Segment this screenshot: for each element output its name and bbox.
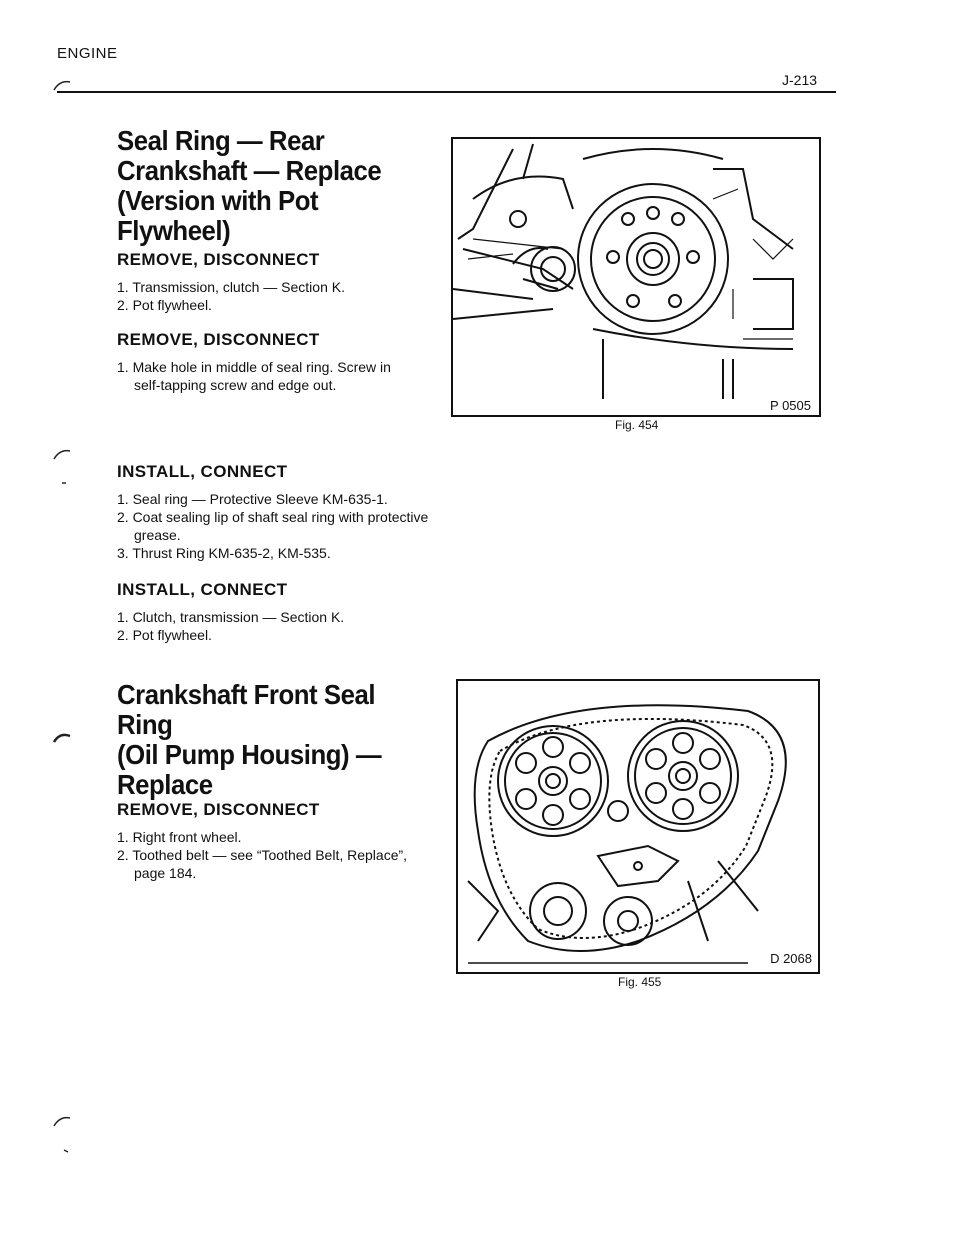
figure-rear-seal-illustration bbox=[451, 137, 821, 417]
figure-code: P 0505 bbox=[770, 398, 811, 413]
binder-mark bbox=[52, 730, 72, 744]
list-item: 1. Right front wheel. bbox=[117, 829, 242, 845]
running-header-section: ENGINE bbox=[57, 45, 118, 62]
page-number: J-213 bbox=[782, 72, 818, 88]
header-rule bbox=[57, 91, 836, 93]
install-heading: INSTALL, CONNECT bbox=[117, 462, 288, 481]
install-list bbox=[117, 608, 427, 644]
crankshaft-flywheel-drawing bbox=[453, 139, 819, 415]
remove-heading: REMOVE, DISCONNECT bbox=[117, 250, 320, 269]
title-line: Flywheel) bbox=[117, 215, 231, 246]
binder-mark bbox=[52, 447, 72, 487]
title-line: (Oil Pump Housing) — bbox=[117, 739, 382, 770]
title-line: Crankshaft Front Seal bbox=[117, 679, 376, 710]
remove-heading: REMOVE, DISCONNECT bbox=[117, 330, 320, 349]
title-line: (Version with Pot bbox=[117, 185, 319, 216]
section-title-front-seal bbox=[117, 680, 411, 800]
list-item: 1. Seal ring — Protective Sleeve KM-635-1. bbox=[117, 491, 388, 507]
list-item: 1. Transmission, clutch — Section K. bbox=[117, 279, 345, 295]
list-item: 3. Thrust Ring KM-635-2, KM-535. bbox=[117, 545, 331, 561]
binder-mark bbox=[52, 1114, 76, 1158]
list-item: 2. Pot flywheel. bbox=[117, 627, 212, 643]
install-heading: INSTALL, CONNECT bbox=[117, 580, 288, 599]
title-line: Seal Ring — Rear bbox=[117, 125, 325, 156]
list-item: 2. Toothed belt — see “Toothed Belt, Replace”, page 184. bbox=[117, 847, 408, 881]
list-item: 1. Clutch, transmission — Section K. bbox=[117, 609, 345, 625]
list-item: 2. Pot flywheel. bbox=[117, 297, 212, 313]
title-line: Ring bbox=[117, 709, 173, 740]
section-title-rear-seal bbox=[117, 126, 393, 246]
figure-caption: Fig. 455 bbox=[618, 975, 662, 989]
remove-list bbox=[117, 358, 417, 394]
list-item: 1. Make hole in middle of seal ring. Screw in self-tapping screw and edge out. bbox=[117, 359, 391, 393]
remove-list bbox=[117, 828, 417, 882]
remove-heading: REMOVE, DISCONNECT bbox=[117, 800, 320, 819]
title-line: Crankshaft — Replace bbox=[117, 155, 382, 186]
figure-front-seal-illustration bbox=[456, 679, 820, 974]
install-list bbox=[117, 490, 437, 562]
binder-mark bbox=[52, 78, 72, 92]
timing-belt-drawing bbox=[458, 681, 818, 972]
list-item: 2. Coat sealing lip of shaft seal ring with protective grease. bbox=[117, 509, 429, 543]
figure-code: D 2068 bbox=[770, 951, 812, 966]
title-line: Replace bbox=[117, 769, 213, 800]
remove-list bbox=[117, 278, 427, 314]
figure-caption: Fig. 454 bbox=[615, 418, 659, 432]
